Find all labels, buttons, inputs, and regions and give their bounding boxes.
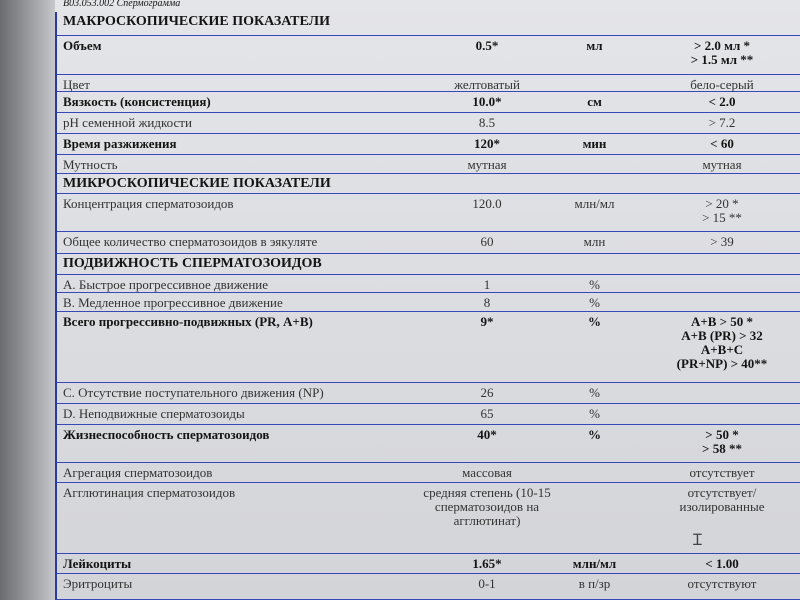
parameter-value: 60: [480, 234, 494, 249]
table-row: [57, 92, 800, 113]
parameter-name: Время разжижения: [63, 136, 177, 151]
parameter-value: 120.0: [472, 196, 502, 211]
reference-line: > 7.2: [708, 115, 736, 130]
parameter-unit: %: [589, 277, 600, 292]
parameter-unit: млн/мл: [574, 196, 615, 211]
parameter-name: Лейкоциты: [63, 556, 132, 571]
table-row: [57, 275, 800, 293]
parameter-value: 0.5*: [475, 38, 499, 53]
reference-range: [627, 39, 800, 67]
parameter-value: 26: [480, 385, 494, 400]
parameter-unit: %: [588, 314, 601, 329]
table-row: [57, 312, 800, 383]
section-header: [57, 174, 800, 194]
parameter-name: Объем: [63, 38, 102, 53]
reference-range: [627, 137, 800, 151]
reference-range: [627, 235, 800, 249]
reference-range: [627, 315, 800, 371]
reference-range: [627, 78, 800, 92]
parameter-value: 9*: [480, 314, 494, 329]
reference-range: [627, 116, 800, 130]
reference-range: [627, 197, 800, 225]
parameter-value: 40*: [477, 427, 497, 442]
reference-range: [627, 95, 800, 109]
reference-line: мутная: [702, 157, 742, 172]
parameter-name: pH семенной жидкости: [63, 115, 192, 130]
parameter-name: МИКРОСКОПИЧЕСКИЕ ПОКАЗАТЕЛИ: [63, 176, 331, 191]
reference-line: > 20 *: [705, 196, 739, 211]
table-row: [57, 463, 800, 483]
parameter-value: 8.5: [478, 115, 496, 130]
parameter-name: Жизнеспособность сперматозоидов: [63, 427, 270, 442]
parameter-unit: мл: [586, 38, 603, 53]
parameter-name: ПОДВИЖНОСТЬ СПЕРМАТОЗОИДОВ: [63, 256, 322, 271]
section-header: [57, 12, 800, 36]
reference-range: [627, 466, 800, 480]
reference-range: [627, 486, 800, 514]
table-row: [57, 483, 800, 554]
parameter-unit: %: [589, 406, 600, 421]
parameter-unit: %: [588, 427, 601, 442]
parameter-name: МАКРОСКОПИЧЕСКИЕ ПОКАЗАТЕЛИ: [63, 14, 330, 29]
parameter-name: Вязкость (консистенция): [63, 94, 211, 109]
table-row: [57, 404, 800, 425]
table-row: [57, 155, 800, 174]
parameter-value: 1: [483, 277, 491, 292]
parameter-name: Мутность: [63, 157, 118, 172]
parameter-name: А. Быстрое прогрессивное движение: [63, 277, 269, 292]
reference-line: < 1.00: [705, 556, 739, 571]
parameter-name: В. Медленное прогрессивное движение: [63, 295, 283, 310]
parameter-value: средняя степень (10-15 сперматозоидов на агглютинат): [423, 485, 551, 528]
reference-line: А+В > 50 *: [690, 314, 754, 329]
parameter-name: Всего прогрессивно-подвижных (PR, А+В): [63, 314, 313, 329]
parameter-value: 65: [480, 406, 494, 421]
table-row: [57, 36, 800, 75]
table-row: [57, 75, 800, 92]
table-row: [57, 425, 800, 463]
reference-range: [627, 557, 800, 571]
parameter-name: Цвет: [63, 77, 90, 92]
page-shadow: [0, 0, 55, 600]
parameter-value: мутная: [467, 157, 507, 172]
parameter-value: 120*: [474, 136, 500, 151]
reference-line: > 2.0 мл *: [693, 38, 751, 53]
reference-line: отсутствует: [689, 465, 755, 480]
parameter-name: Концентрация сперматозоидов: [63, 196, 234, 211]
parameter-unit: %: [589, 295, 600, 310]
document-code: В03.053.002 Спермограмма: [63, 0, 181, 9]
section-header: [57, 254, 800, 275]
reference-line: > 1.5 мл **: [690, 52, 754, 67]
parameter-unit: см: [587, 94, 602, 109]
parameter-name: С. Отсутствие поступательного движения (NP): [63, 385, 324, 400]
parameter-name: Агглютинация сперматозоидов: [63, 485, 236, 500]
reference-line: > 50 *: [705, 427, 739, 442]
reference-line: < 2.0: [708, 94, 736, 109]
reference-line: бело-серый: [690, 77, 754, 92]
parameter-name: Эритроциты: [63, 576, 133, 591]
reference-range: [627, 428, 800, 456]
table-row: [57, 232, 800, 254]
reference-line: изолированные: [679, 499, 765, 514]
reference-line: (PR+NP) > 40**: [676, 356, 768, 371]
text-cursor-icon: Ɪ: [693, 530, 702, 549]
parameter-name: D. Неподвижные сперматозоиды: [63, 406, 245, 421]
parameter-name: Агрегация сперматозоидов: [63, 465, 213, 480]
reference-line: А+В+С: [700, 342, 744, 357]
table-row: [57, 383, 800, 404]
parameter-unit: мин: [582, 136, 607, 151]
parameter-unit: %: [589, 385, 600, 400]
table-row: [57, 554, 800, 574]
parameter-value: массовая: [462, 465, 512, 480]
parameter-unit: в п/зр: [578, 576, 611, 591]
reference-line: отсутствует/: [687, 485, 757, 500]
table-row: [57, 113, 800, 134]
table-row: [57, 194, 800, 232]
parameter-value: 1.65*: [472, 556, 502, 571]
reference-line: А+В (PR) > 32: [681, 328, 763, 343]
reference-range: [627, 158, 800, 172]
reference-line: < 60: [710, 136, 734, 151]
parameter-value: 10.0*: [472, 94, 502, 109]
reference-line: > 58 **: [702, 441, 742, 456]
parameter-value: 0-1: [478, 576, 496, 591]
reference-range: [627, 577, 800, 591]
parameter-unit: млн/мл: [572, 556, 617, 571]
parameter-value: 8: [483, 295, 491, 310]
table-row: [57, 293, 800, 312]
reference-line: > 15 **: [702, 210, 742, 225]
table-row: [57, 134, 800, 155]
reference-line: > 39: [710, 234, 734, 249]
parameter-unit: млн: [583, 234, 606, 249]
reference-line: отсутствуют: [687, 576, 757, 591]
table-row: [57, 574, 800, 600]
parameter-name: Общее количество сперматозоидов в эякуляте: [63, 234, 318, 249]
parameter-value: желтоватый: [454, 77, 520, 92]
